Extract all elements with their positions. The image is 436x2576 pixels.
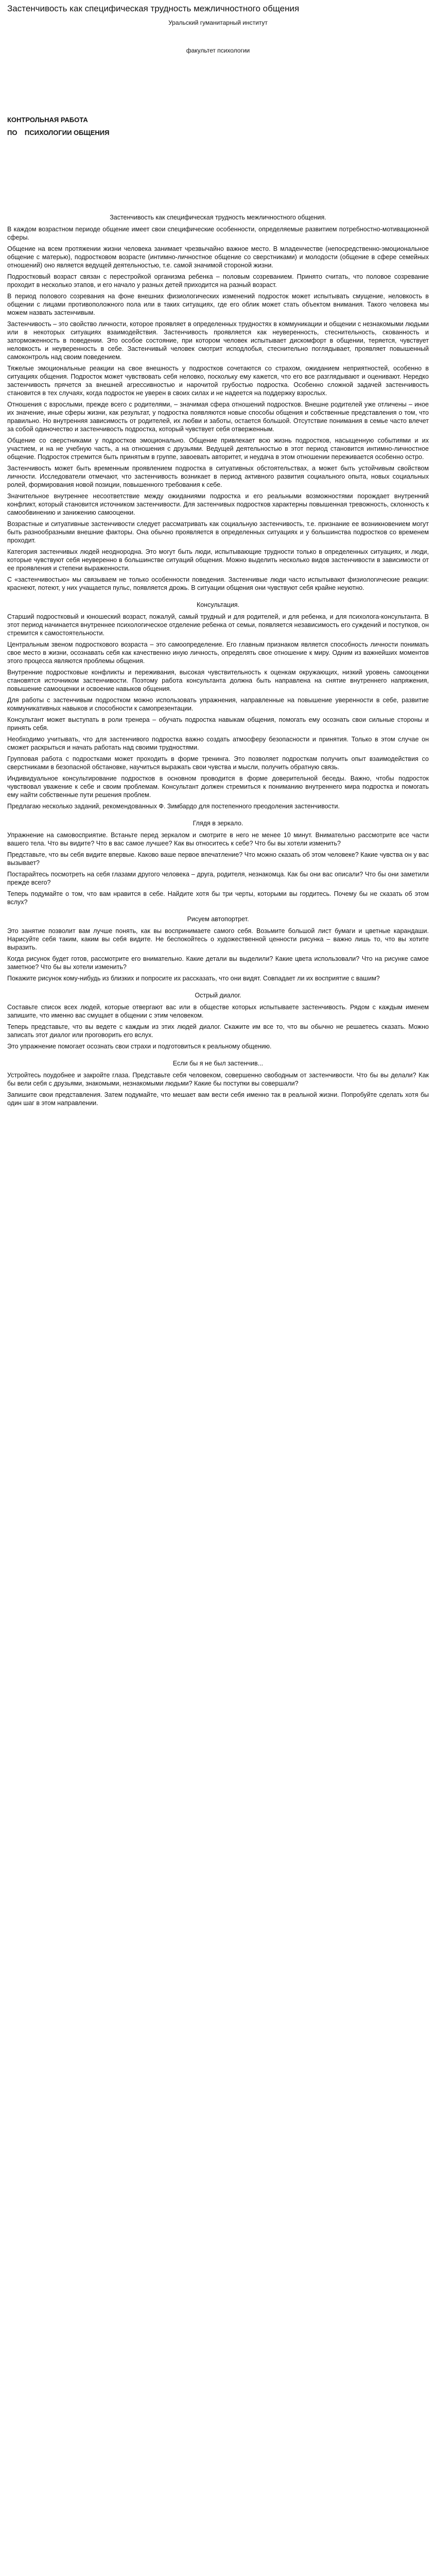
paragraph: Это упражнение помогает осознать свои страхи и подготовиться к реальному общению. [7, 1043, 272, 1050]
paragraph: В период полового созревания на фоне внешних физиологических изменений подросток может испытывать смущение, неловкость в общении с лицами противоположного пола или в таких ситуациях, где его облик может стать объектом внимания. Такого человека мы можем назвать застенчивым. [7, 293, 429, 316]
paragraph: Представьте, что вы себя видите впервые. Каково ваше первое впечатление? Что можно сказать об этом человеке? Какие чувства он у вас вызывает? [7, 851, 429, 867]
paragraph: Упражнение на самовосприятие. Встаньте перед зеркалом и смотрите в него не менее 10 минут. Внимательно рассмотрите все части вашего тела. Что вы видите? Что в вас самое лучшее? Как вы относитесь к себе? Что бы вы хотели изменить? [7, 832, 429, 847]
section-heading: Застенчивость как специфическая трудность межличностного общения. [110, 214, 326, 221]
institute-name: Уральский гуманитарный институт [168, 19, 268, 26]
paragraph: В каждом возрастном периоде общение имеет свои специфические особенности, определяемые развитием потребностно-мотивационной сферы. [7, 226, 429, 241]
paragraph: Это занятие позволит вам лучше понять, как вы воспринимаете самого себя. Возьмите большой лист бумаги и цветные карандаши. Нарисуйте себя таким, каким вы себя видите. Не беспокойтесь о художественной ценности рисунка – важно лишь то, что вы хотите выразить. [7, 927, 429, 951]
document-body [7, 214, 429, 1107]
document-page [0, 0, 436, 1131]
title-spacer [7, 54, 429, 116]
section-4 [7, 992, 429, 1050]
section-3 [7, 916, 429, 982]
section-2 [7, 820, 429, 906]
paragraph: Необходимо учитывать, что для застенчивого подростка важно создать атмосферу безопасности и принятия. Только в этом случае он сможет раскрыться и начать работать над своими трудностями. [7, 736, 429, 751]
paragraph: Составьте список всех людей, которые отвергают вас или в обществе которых испытываете застенчивость. Рядом с каждым именем запишите, что именно вас смущает в общении с этим человеком. [7, 1004, 429, 1019]
section-heading: Рисуем автопортрет. [187, 916, 249, 923]
section-5 [7, 1060, 429, 1107]
paragraph: Теперь представьте, что вы ведете с каждым из этих людей диалог. Скажите им все то, что вы обычно не решаетесь сказать. Можно записать этот диалог или проговорить его вслух. [7, 1023, 429, 1039]
paragraph: Для работы с застенчивым подростком можно использовать упражнения, направленные на повышение уверенности в себе, развитие коммуникативных навыков и способности к самопрезентации. [7, 697, 429, 712]
paragraph: С «застенчивостью» мы связываем не только особенности поведения. Застенчивые люди часто испытывают физиологические реакции: краснеют, потеют, у них учащается пульс, появляется дрожь. В ситуации общения они чувствуют себя крайне неуютно. [7, 576, 429, 591]
paragraph: Предлагаю несколько заданий, рекомендованных Ф. Зимбардо для постепенного преодоления застенчивости. [7, 803, 340, 810]
paragraph: Общение со сверстниками у подростков эмоционально. Общение привлекает всю жизнь подростков, насыщенную событиями и их участием, и на не учебную часть, а на отношения с друзьями. Ведущей деятельностью в этот период становится интимно-личностное общение. Подросток стремится быть принятым в группе, завоевать авторитет, и неудача в этом отношении переживается особенно остро. [7, 437, 429, 461]
paragraph: Запишите свои представления. Затем подумайте, что мешает вам вести себя именно так в реальной жизни. Попробуйте сделать хотя бы один шаг в этом направлении. [7, 1091, 429, 1107]
paragraph: Общение на всем протяжении жизни человека занимает чрезвычайно важное место. В младенчестве (непосредственно-эмоциональное общение с матерью), подростковом возрасте (интимно-личностное общение со сверстниками) и молодости (общение в сфере семейных отношений) оно является ведущей деятельностью, т.е. самой значимой стороной жизни. [7, 245, 429, 269]
paragraph: Категория застенчивых людей неоднородна. Это могут быть люди, испытывающие трудности только в определенных ситуациях, и люди, которые чувствуют себя неуверенно в большинстве ситуаций общения. Можно выделить несколько видов застенчивости в зависимости от ее проявления и степени выраженности. [7, 548, 429, 572]
paragraph: Отношения с взрослыми, прежде всего с родителями, – значимая сфера отношений подростков. Внешне родителей уже отличены – иное их значение, иные сферы жизни, как результат, у подростка появляются новые способы общения и собственные представления о том, что правильно. Но внутренняя зависимость от родителей, их любви и заботы, остается большой. Отсутствие понимания в семье часто влечет за собой одиночество и застенчивость подростка, который чувствует себя отверженным. [7, 401, 429, 433]
subject-prefix: ПО [7, 129, 18, 137]
paragraph: Теперь подумайте о том, что вам нравится в себе. Найдите хотя бы три черты, которыми вы гордитесь. Почему бы не сказать об этом вслух? [7, 890, 429, 906]
faculty-name: факультет психологии [186, 47, 250, 54]
subject-spacer [7, 137, 429, 214]
section-heading: Острый диалог. [195, 992, 241, 999]
paragraph: Застенчивость может быть временным проявлением подростка в ситуативных обстоятельствах, а может быть устойчивым свойством личности. Исследователи отмечают, что застенчивость возникает в период активного развития социального опыта, новых социальных ролей, формирования новой позиции, повышенного требования к себе. [7, 465, 429, 488]
paragraph: Старший подростковый и юношеский возраст, пожалуй, самый трудный и для родителей, и для ребенка, и для психолога-консультанта. В этот период начинается внутреннее психологическое отделение ребенка от семьи, появляется независимость его суждений и поступков, он стремится к самостоятельности. [7, 613, 429, 637]
paragraph: Значительное внутреннее несоответствие между ожиданиями подростка и его реальными возможностями порождает внутренний конфликт, который становится источником застенчивости. Для застенчивых подростков характерны повышенная тревожность, склонность к самообвинению и занижению самооценки. [7, 493, 429, 516]
section-heading: Консультация. [196, 601, 240, 608]
paragraph: Возрастные и ситуативные застенчивости следует рассматривать как социальную застенчивость, т.е. признание ее возникновением могут быть разнообразными внешние факторы. Она обычно проявляется в определенных ситуациях и у большинства подростков со временем проходит. [7, 520, 429, 544]
section-heading: Если бы я не был застенчив... [172, 1060, 264, 1067]
paragraph: Устройтесь поудобнее и закройте глаза. Представьте себя человеком, совершенно свободным от застенчивости. Что бы вы делали? Как бы вели себя с друзьями, знакомыми, незнакомыми людьми? Какие бы поступки вы совершали? [7, 1072, 429, 1087]
paragraph: Индивидуальное консультирование подростков в основном проводится в форме доверительной беседы. Важно, чтобы подросток чувствовал уважение к себе и своим проблемам. Консультант должен стремиться к пониманию внутреннего мира подростка и помогать ему найти собственные пути решения проблем. [7, 775, 429, 799]
section-heading: Глядя в зеркало. [193, 820, 243, 827]
paragraph: Внутренние подростковые конфликты и переживания, высокая чувствительность к оценкам окружающих, низкий уровень самооценки становятся источником застенчивости. Поэтому работа консультанта должна быть направлена на снятие внутреннего напряжения, повышение самооценки и освоение навыков общения. [7, 669, 429, 692]
subject-name: ПСИХОЛОГИИ ОБЩЕНИЯ [24, 129, 110, 137]
paragraph: Консультант может выступать в роли тренера – обучать подростка навыкам общения, помогать ему осознать свои сильные стороны и принять себя. [7, 716, 429, 732]
paragraph: Постарайтесь посмотреть на себя глазами другого человека – друга, родителя, незнакомца. Как бы они вас описали? Что бы они заметили прежде всего? [7, 871, 429, 886]
paragraph: Покажите рисунок кому-нибудь из близких и попросите их рассказать, что они видят. Совпадает ли их восприятие с вашим? [7, 975, 380, 982]
document-title: Застенчивость как специфическая трудность межличностного общения [7, 4, 300, 13]
paragraph: Застенчивость – это свойство личности, которое проявляет в определенных трудностях в коммуникации и общении с незнакомыми людьми или в некоторых ситуациях взаимодействия. Застенчивость проявляется как неуверенность, стеснительность, скованность и заторможенность в поведении. Это особое состояние, при котором человек испытывает дискомфорт в общении, теряется, чувствует неловкость и неуверенность в себе. Застенчивый человек смотрит исподлобья, стеснительно поглядывает, проявляет повышенный самоконтроль над своим поведением. [7, 320, 429, 361]
subject-label [7, 129, 429, 137]
paragraph: Центральным звеном подросткового возраста – это самоопределение. Его главным признаком является способность личности понимать свое место в жизни, осознавать себя как качественно иную личность, определять свое отношение к миру. Одним из важнейших моментов этого процесса являются проблемы общения. [7, 641, 429, 665]
paragraph: Когда рисунок будет готов, рассмотрите его внимательно. Какие детали вы выделили? Какие цвета использовали? Что на рисунке самое заметное? Что бы вы хотели изменить? [7, 955, 429, 971]
section-1 [7, 601, 429, 810]
paragraph: Тяжелые эмоциональные реакции на свое внешность у подростков сочетаются со страхом, ожиданием неприятностей, особенно в ситуациях общения. Подросток может чувствовать себя неловко, поскольку ему кажется, что его все разглядывают и оценивают. Нередко застенчивость прячется за внешней агрессивностью и нарочитой грубостью подростка. Особенно сложной задачей застенчивость становится в тех случаях, когда подросток не уверен в своих силах и не надеется на поддержку взрослых. [7, 365, 429, 397]
section-0 [7, 214, 429, 592]
paragraph: Подростковый возраст связан с перестройкой организма ребенка – половым созреванием. Принято считать, что половое созревание проходит в несколько этапов, и его начало у разных детей приходится на разный возраст. [7, 273, 429, 289]
paragraph: Групповая работа с подростками может проходить в форме тренинга. Это позволяет подросткам получить опыт взаимодействия со сверстниками в безопасной обстановке, научиться выражать свои чувства и мысли, получить обратную связь. [7, 755, 429, 771]
work-label: КОНТРОЛЬНАЯ РАБОТА [7, 116, 88, 124]
